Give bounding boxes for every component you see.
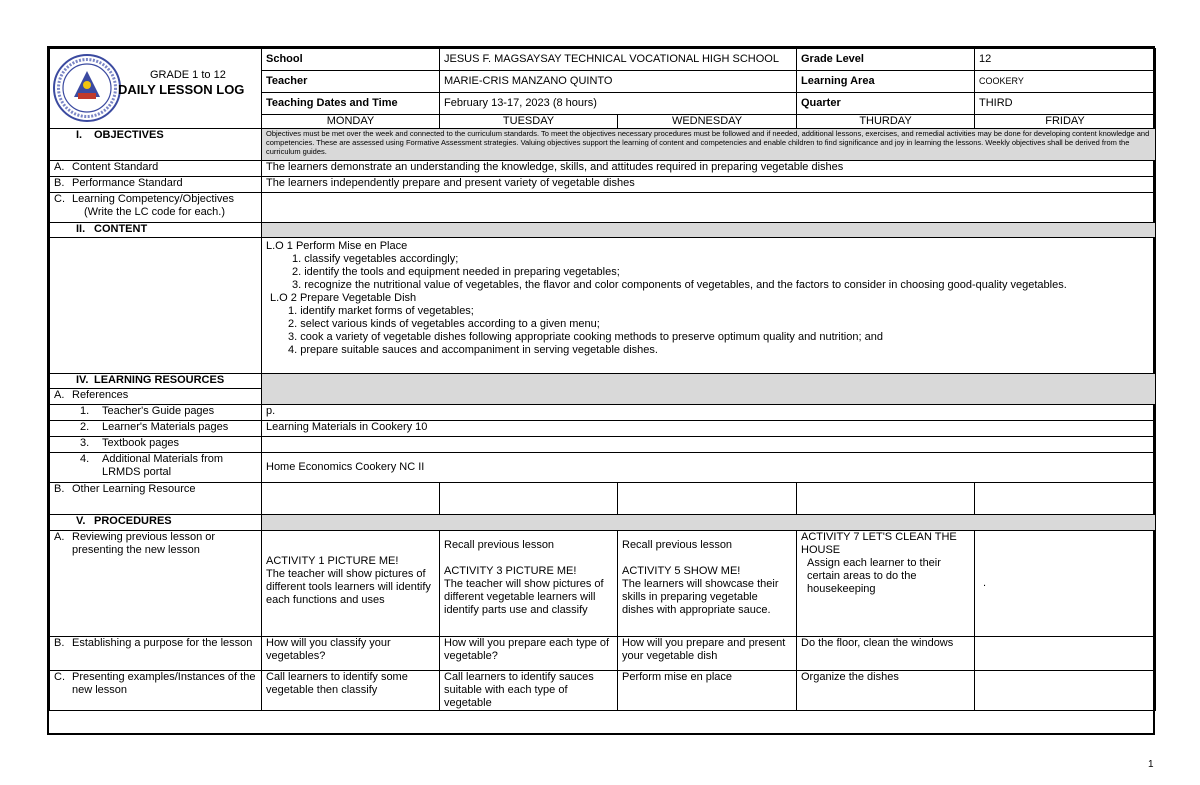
resource-item-label — [50, 405, 262, 421]
procedure-b-thursday: Do the floor, clean the windows — [797, 637, 975, 671]
dates-label: Teaching Dates and Time — [262, 93, 440, 115]
resources-heading-fill — [262, 374, 1156, 405]
content-body — [262, 238, 1156, 374]
content-heading-fill — [262, 223, 1156, 238]
other-resource-monday — [262, 483, 440, 515]
resource-item-label — [50, 421, 262, 437]
resource-item-number: 3. — [80, 437, 90, 449]
procedure-a-text: Reviewing previous lesson or presenting the new lesson — [72, 531, 216, 556]
resource-item-text: Teacher's Guide pages — [102, 405, 215, 417]
recall-note: Recall previous lesson — [622, 539, 733, 551]
page-number: 1 — [1148, 759, 1154, 770]
activity-title: ACTIVITY 3 PICTURE ME! — [444, 565, 577, 577]
content-line: 1. identify market forms of vegetables; — [288, 305, 474, 317]
procedure-c-wednesday: Perform mise en place — [618, 671, 797, 711]
content-line: 2. identify the tools and equipment needed in preparing vegetables; — [292, 266, 620, 278]
resource-item-value: p. — [262, 405, 1156, 421]
learning-competency-value — [262, 193, 1156, 223]
day-header-tuesday: TUESDAY — [440, 115, 618, 129]
resource-item-value: Home Economics Cookery NC II — [262, 453, 1156, 483]
deped-seal-icon — [52, 53, 122, 123]
learning-area-label: Learning Area — [797, 71, 975, 93]
resources-heading-text: LEARNING RESOURCES — [94, 374, 225, 386]
school-value: JESUS F. MAGSAYSAY TECHNICAL VOCATIONAL HIGH SCHOOL — [440, 49, 797, 71]
procedure-c-monday: Call learners to identify some vegetable then classify — [262, 671, 440, 711]
content-line: L.O 1 Perform Mise en Place — [266, 240, 408, 252]
content-standard-label — [50, 161, 262, 177]
activity-description: The teacher will show pictures of different vegetable learners will identify parts use and classify — [444, 578, 604, 616]
content-standard-letter: A. — [54, 161, 65, 173]
procedure-b-tuesday: How will you prepare each type of vegetable? — [440, 637, 618, 671]
content-line: 1. classify vegetables accordingly; — [292, 253, 459, 265]
procedures-heading — [50, 515, 262, 531]
quarter-value: THIRD — [975, 93, 1156, 115]
activity-description: The teacher will show pictures of different tools learners will identify each functions and uses — [266, 568, 431, 606]
teacher-label: Teacher — [262, 71, 440, 93]
content-heading-text: CONTENT — [94, 223, 148, 235]
lesson-log-table — [49, 48, 1156, 711]
procedure-a-friday: . — [975, 531, 1156, 637]
grade-range-label: GRADE 1 to 12 — [150, 69, 226, 81]
procedure-b-letter: B. — [54, 637, 65, 649]
references-letter: A. — [54, 389, 65, 401]
resource-item-text: Learner's Materials pages — [102, 421, 229, 433]
performance-standard-letter: B. — [54, 177, 65, 189]
resource-item-number: 2. — [80, 421, 90, 433]
procedure-a-tuesday — [440, 531, 618, 637]
resource-item-value — [262, 437, 1156, 453]
procedure-b-wednesday: How will you prepare and present your vegetable dish — [618, 637, 797, 671]
procedures-heading-fill — [262, 515, 1156, 531]
daily-lesson-log-sheet — [47, 46, 1155, 735]
content-line: 3. recognize the nutritional value of vegetables, the flavor and color components of vegetables, and the factors to consider in choosing good-quality vegetables. — [292, 279, 1067, 291]
content-number: II. — [76, 223, 86, 235]
other-resource-wednesday — [618, 483, 797, 515]
procedure-c-text: Presenting examples/Instances of the new lesson — [72, 671, 256, 696]
performance-standard-text: Performance Standard — [72, 177, 183, 189]
learning-competency-label — [50, 193, 262, 223]
teacher-value: MARIE-CRIS MANZANO QUINTO — [440, 71, 797, 93]
procedure-a-wednesday — [618, 531, 797, 637]
activity-title: ACTIVITY 5 SHOW ME! — [622, 565, 741, 577]
objectives-heading — [50, 129, 262, 161]
learning-area-value: COOKERY — [975, 71, 1156, 93]
procedure-c-tuesday: Call learners to identify sauces suitable with each type of vegetable — [440, 671, 618, 711]
day-header-monday: MONDAY — [262, 115, 440, 129]
procedure-a-letter: A. — [54, 531, 65, 543]
resource-item-label — [50, 453, 262, 483]
procedures-number: V. — [76, 515, 86, 527]
performance-standard-label — [50, 177, 262, 193]
other-resource-text: Other Learning Resource — [72, 483, 196, 495]
resource-item-text: Textbook pages — [102, 437, 180, 449]
other-resource-letter: B. — [54, 483, 65, 495]
objectives-number: I. — [76, 129, 83, 141]
resources-heading — [50, 374, 262, 389]
content-label-empty — [50, 238, 262, 374]
resource-item-number: 4. — [80, 453, 90, 465]
procedure-c-label — [50, 671, 262, 711]
content-line: 3. cook a variety of vegetable dishes following appropriate cooking methods to preserve optimum quality and nutrition; and — [288, 331, 883, 343]
other-resource-label — [50, 483, 262, 515]
procedure-b-friday — [975, 637, 1156, 671]
resource-item-value: Learning Materials in Cookery 10 — [262, 421, 1156, 437]
recall-note: Recall previous lesson — [444, 539, 555, 551]
objectives-note: Objectives must be met over the week and connected to the curriculum standards. To meet the objectives necessary procedures must be followed and if needed, additional lessons, exercises, and remedial activities may be done for developing content knowledge and competencies. These are assessed using Formative Assessment strategies. Valuing objectives support the learning of content and competencies and enable children to find significance and joy in learning the lessons. Weekly objectives shall be derived from the curriculum guides. — [262, 129, 1156, 161]
content-standard-value: The learners demonstrate an understanding the knowledge, skills, and attitudes required in preparing vegetable dishes — [262, 161, 1156, 177]
day-header-friday: FRIDAY — [975, 115, 1156, 129]
content-heading — [50, 223, 262, 238]
activity-title: ACTIVITY 1 PICTURE ME! — [266, 555, 399, 567]
learning-competency-note: (Write the LC code for each.) — [84, 206, 226, 218]
content-line: 2. select various kinds of vegetables according to a given menu; — [288, 318, 600, 330]
dates-value: February 13-17, 2023 (8 hours) — [440, 93, 797, 115]
procedure-b-text: Establishing a purpose for the lesson — [72, 637, 253, 649]
objectives-heading-text: OBJECTIVES — [94, 129, 164, 141]
resource-item-label — [50, 437, 262, 453]
content-line: 4. prepare suitable sauces and accompaniment in serving vegetable dishes. — [288, 344, 658, 356]
other-resource-tuesday — [440, 483, 618, 515]
procedure-a-thursday — [797, 531, 975, 637]
procedures-heading-text: PROCEDURES — [94, 515, 172, 527]
references-text: References — [72, 389, 129, 401]
references-label — [50, 389, 262, 405]
grade-level-label: Grade Level — [797, 49, 975, 71]
day-header-wednesday: WEDNESDAY — [618, 115, 797, 129]
header-brand — [50, 49, 262, 129]
resource-item-number: 1. — [80, 405, 90, 417]
activity-description: The learners will showcase their skills in preparing vegetable dishes with appropriate sauce. — [622, 578, 779, 616]
procedure-c-friday — [975, 671, 1156, 711]
activity-description: Assign each learner to their certain areas to do the housekeeping — [807, 557, 941, 595]
other-resource-friday — [975, 483, 1156, 515]
other-resource-thursday — [797, 483, 975, 515]
document-title: DAILY LESSON LOG — [118, 82, 245, 97]
learning-competency-letter: C. — [54, 193, 65, 205]
resources-number: IV. — [76, 374, 89, 386]
procedure-a-label — [50, 531, 262, 637]
performance-standard-value: The learners independently prepare and present variety of vegetable dishes — [262, 177, 1156, 193]
procedure-b-monday: How will you classify your vegetables? — [262, 637, 440, 671]
day-header-thursday: THURDAY — [797, 115, 975, 129]
quarter-label: Quarter — [797, 93, 975, 115]
activity-title: ACTIVITY 7 LET'S CLEAN THE HOUSE — [801, 531, 957, 556]
resource-item-text: Additional Materials from LRMDS portal — [102, 453, 224, 478]
school-label: School — [262, 49, 440, 71]
procedure-b-label — [50, 637, 262, 671]
learning-competency-text: Learning Competency/Objectives — [72, 193, 235, 205]
procedure-c-letter: C. — [54, 671, 65, 683]
grade-level-value: 12 — [975, 49, 1156, 71]
procedure-c-thursday: Organize the dishes — [797, 671, 975, 711]
content-standard-text: Content Standard — [72, 161, 159, 173]
content-line: L.O 2 Prepare Vegetable Dish — [270, 292, 417, 304]
procedure-a-monday — [262, 531, 440, 637]
